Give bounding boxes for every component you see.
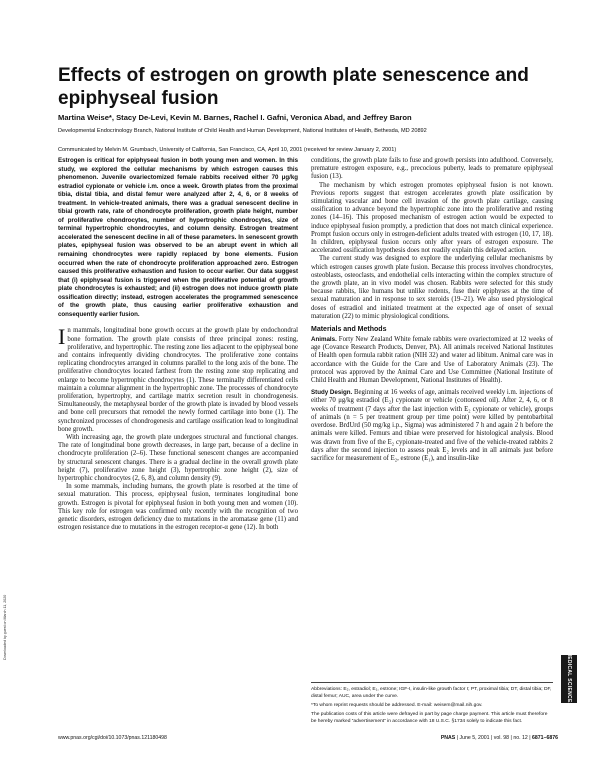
download-note: Downloaded by guest on March 11, 2020 [3, 594, 7, 660]
animals-paragraph [311, 336, 553, 385]
footer-sep-3: | [510, 735, 512, 741]
section-tab [561, 651, 577, 707]
methods-heading: Materials and Methods [311, 326, 387, 334]
footer-sep-1: | [456, 735, 459, 741]
doi-link[interactable]: www.pnas.org/cgi/doi/10.1073/pnas.121180498 [58, 735, 167, 741]
section-tab-label: MEDICAL SCIENCES [566, 651, 572, 707]
study-design-label: Study Design. [311, 389, 353, 397]
affiliation: Developmental Endocrinology Branch, National Institute of Child Health and Human Development, National Institutes of Health, Bethesda, MD 20892 [58, 128, 427, 134]
footer-sep-4: | [529, 735, 531, 741]
right-paragraph-2: The mechanism by which estrogen promotes epiphyseal fusion is not known. Previous reports suggest that estrogen accelerates growth plate ossification by stimulating vascular and bone cell invasion of the growth plate cartilage, causing ossification to advance beyond the hypertrophic zone into the proliferative and resting zones (14–16). This proposed mechanism of estrogen action would be expected to induce epiphyseal fusion promptly, a prediction that does not match clinical experience. Prompt fusion occurs only in estrogen-deficient adults treated with estrogen (10, 17, 18). In children, epiphyseal fusion occurs only after years of estrogen exposure. The accelerated ossification hypothesis does not readily explain this delayed action. [311, 181, 553, 255]
intro-paragraph-1-text: n mammals, longitudinal bone growth occurs at the growth plate by endochondral bone formation. The growth plate consists of three principal zones: resting, proliferative, and hypertrophic. The resting zone lies adjacent to the epiphyseal bone and contains infrequently dividing chondrocytes. The proliferative zone contains replicating chondrocytes arranged in columns parallel to the long axis of the bone. The proliferative chondrocytes located farthest from the resting zone stop replicating and enlarge to become hypertrophic chondrocytes (1). These terminally differentiated cells maintain a columnar alignment in the hypertrophic zone. The processes of chondrocyte proliferation, hypertrophy, and cartilage matrix secretion result in chondrogenesis. Simultaneously, the metaphyseal border of the growth plate is invaded by blood vessels and bone cell precursors that remodel the newly formed cartilage into bone (1). The synchronized processes of chondrogenesis and cartilage ossification lead to longitudinal bone growth. [58, 327, 298, 433]
right-column [311, 157, 553, 463]
animals-text: Forty New Zealand White female rabbits were ovariectomized at 12 weeks of age (Covance Research Products, Denver, PA). All animals received National Institutes of Health open formula rabbit ration (NIH 32) and water ad libitum. Animal care was in accordance with the Guide for the Care and Use of Laboratory Animals (23). The protocol was approved by the Animal Care and Use Committee (National Institute of Child Health and Human Development, National Institutes of Health). [311, 336, 553, 385]
abstract: Estrogen is critical for epiphyseal fusion in both young men and women. In this study, we explored the cellular mechanisms by which estrogen causes this phenomenon. Juvenile ovariectomized female rabbits received either 70 μg/kg estradiol cypionate or vehicle i.m. once a week. Growth plates from the proximal tibia, distal tibia, and distal femur were analyzed after 2, 4, 6, or 8 weeks of treatment. In vehicle-treated animals, there was a gradual senescent decline in tibial growth rate, rate of chondrocyte proliferation, growth plate height, number of proliferative chondrocytes, number of hypertrophic chondrocytes, size of terminal hypertrophic chondrocytes, and column density. Estrogen treatment accelerated the senescent decline in all of these parameters. In senescent growth plates, epiphyseal fusion was observed to be an abrupt event in which all remaining chondrocytes were rapidly replaced by bone elements. Fusion occurred when the rate of chondrocyte proliferation approached zero. Estrogen caused this proliferative exhaustion and fusion to occur earlier. Our data suggest that (i) epiphyseal fusion is triggered when the proliferative potential of growth plate chondrocytes is exhausted; and (ii) estrogen does not induce growth plate ossification directly; instead, estrogen accelerates the programmed senescence of the growth plate, thus causing earlier proliferative exhaustion and consequently earlier fusion. [58, 157, 298, 318]
footnote-reprint: *To whom reprint requests should be addressed. E-mail: weisem@mail.nih.gov. [311, 703, 483, 708]
author-list: Martina Weise*, Stacy De-Levi, Kevin M. Barnes, Rachel I. Gafni, Veronica Abad, and Jeffrey Baron [58, 113, 412, 122]
footnotes [311, 682, 553, 727]
drop-cap: I [58, 324, 66, 350]
journal-name: PNAS [440, 735, 456, 741]
right-paragraph-3: The current study was designed to explore the underlying cellular mechanisms by which estrogen causes growth plate fusion. Because this process involves chondrocytes, osteoblasts, osteoclasts, and endothelial cells interacting within the complex structure of the growth plate, an in vivo model was chosen. Rabbits were selected for this study because rabbits, like humans but unlike rodents, fuse their epiphyses at the time of sexual maturation and in response to sex steroids (19–21). We also used physiological doses of estradiol and initiated treatment at the expected age of onset of sexual maturation (22) to mimic physiological conditions. [311, 255, 553, 320]
communicated-by: Communicated by Melvin M. Grumbach, University of California, San Francisco, CA, April 10, 2001 (received for review January 2, 2001) [58, 147, 397, 153]
article-title: Effects of estrogen on growth plate senescence and epiphyseal fusion [58, 65, 529, 109]
intro-paragraph-3: In some mammals, including humans, the growth plate is resorbed at the time of sexual maturation. This process, epiphyseal fusion, terminates longitudinal bone growth. Estrogen is pivotal for epiphyseal fusion in both young men and women (10). This key role for estrogen was confirmed only recently with the recognition of two genetic disorders, estrogen deficiency due to mutations in the aromatase gene (11) and estrogen resistance due to mutations in the estrogen receptor-α gene (12). In both [58, 483, 298, 532]
left-column [58, 157, 298, 532]
study-design-text: Beginning at 16 weeks of age, animals received weekly i.m. injections of either 70 μg/kg estradiol (E₂) cypionate or vehicle (cottonseed oil). After 2, 4, 6, or 8 weeks of treatment (7 days after the last injection with E₂ cypionate or vehicle), groups of animals (n = 5 per treatment group per time point) were killed by pentobarbital overdose. BrdUrd (50 mg/kg i.p., Sigma) was administered 7 h and again 2 h before the animals were killed. Femurs and tibiae were preserved for histological analysis. Blood was drawn from five of the E₂ cypionate-treated and five of the vehicle-treated rabbits 2 days after the second injection to assess peak E₂ levels and in all animals just before sacrifice for measurement of E₂, estrone (E₁), and insulin-like [311, 389, 553, 462]
animals-label: Animals. [311, 336, 337, 344]
footnote-charges: The publication costs of this article were defrayed in part by page charge payment. This article must therefore be hereby marked “advertisement” in accordance with 18 U.S.C. §1734 solely to indicate this fact. [311, 712, 548, 724]
footnote-abbreviations: Abbreviations: E₂, estradiol; E₁, estrone; IGF-I, insulin-like growth factor I; PT, proximal tibia; DT, distal tibia; DF, distal femur; AUC, area under the curve. [311, 687, 552, 699]
intro-paragraph-2: With increasing age, the growth plate undergoes structural and functional changes. The rate of longitudinal bone growth decreases, in large part, because of a decline in chondrocyte proliferation (2–6). These functional senescent changes are accompanied by structural senescent changes. There is a gradual decline in the overall growth plate height (7), proliferative zone height (3), hypertrophic zone height (2), size of hypertrophic chondrocytes (2, 6, 8), and column density (9). [58, 434, 298, 483]
journal-citation [441, 733, 558, 743]
right-paragraph-1: conditions, the growth plate fails to fuse and growth persists into adulthood. Conversely, premature estrogen exposure, e.g., precocious puberty, leads to premature epiphyseal fusion (13). [311, 157, 553, 181]
study-design-paragraph [311, 389, 553, 463]
issue-number: no. 12 [513, 735, 528, 741]
intro-paragraph-1 [58, 324, 298, 434]
page-range: 6871–6876 [532, 735, 558, 741]
footer-sep-2: | [490, 735, 493, 741]
issue-date: June 5, 2001 [459, 735, 490, 741]
volume: vol. 98 [493, 735, 510, 741]
page-footer [58, 733, 558, 743]
